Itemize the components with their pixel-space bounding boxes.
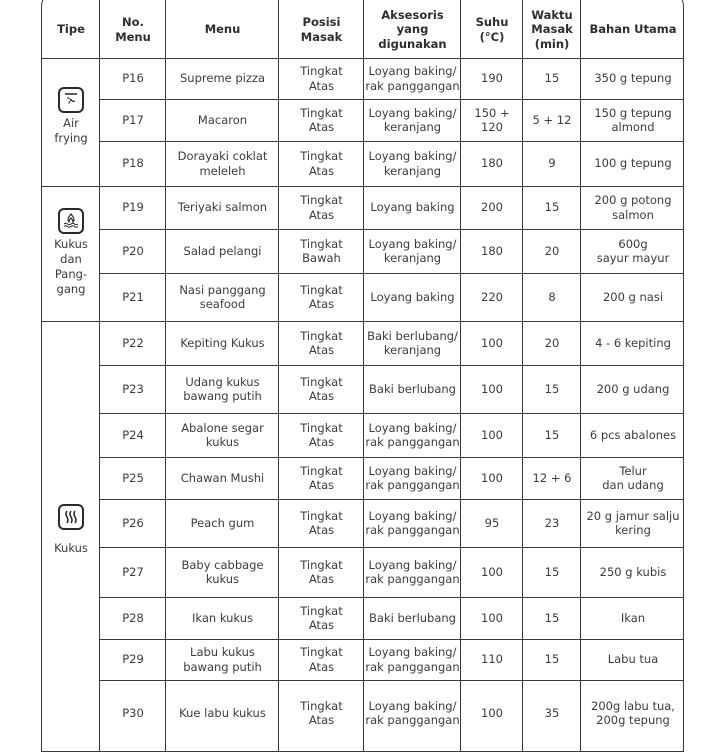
cell-temp: 100 <box>481 564 503 579</box>
steam-icon <box>58 504 84 530</box>
cell-temp: 100 <box>481 610 503 625</box>
cell-menu: Dorayaki coklat meleleh <box>177 149 268 178</box>
cell-temp: 100 <box>481 470 503 485</box>
type-group-1 <box>42 87 100 146</box>
cell-temp: 180 <box>481 243 503 258</box>
cell-time: 23 <box>544 515 560 530</box>
cell-time: 15 <box>544 200 560 215</box>
cell-no: P28 <box>122 610 144 625</box>
cell-time: 35 <box>544 705 560 720</box>
cell-position: Tingkat Bawah <box>300 236 343 265</box>
cell-menu: Kue labu kukus <box>179 705 266 720</box>
header-no: No. Menu <box>115 15 151 44</box>
cell-no: P22 <box>122 335 144 350</box>
cell-ingredient: 150 g tepung almond <box>594 105 672 134</box>
cell-no: P21 <box>122 289 144 304</box>
cell-ingredient: 4 - 6 kepiting <box>595 335 671 350</box>
header-type: Tipe <box>57 22 85 37</box>
cell-position: Tingkat Atas <box>300 193 343 222</box>
cell-accessory: Loyang baking <box>370 289 455 304</box>
cell-time: 15 <box>544 564 560 579</box>
cell-accessory: Loyang baking/ rak panggangan <box>365 645 460 674</box>
cell-temp: 110 <box>481 652 503 667</box>
cell-ingredient: 250 g kubis <box>599 564 667 579</box>
cell-accessory: Loyang baking/ keranjang <box>368 236 457 265</box>
cell-no: P29 <box>122 652 144 667</box>
cell-position: Tingkat Atas <box>300 282 343 311</box>
cell-accessory: Loyang baking/ rak panggangan <box>365 64 460 93</box>
cell-position: Tingkat Atas <box>300 64 343 93</box>
cell-temp: 200 <box>481 200 503 215</box>
type-group-3 <box>42 504 100 556</box>
cell-position: Tingkat Atas <box>300 105 343 134</box>
cell-position: Tingkat Atas <box>300 508 343 537</box>
cell-ingredient: 200 g nasi <box>602 289 664 304</box>
cell-accessory: Baki berlubang <box>369 381 456 396</box>
cell-menu: Nasi panggang seafood <box>179 282 266 311</box>
cell-accessory: Loyang baking/ keranjang <box>368 105 457 134</box>
cell-accessory: Loyang baking/ rak panggangan <box>365 508 460 537</box>
cell-accessory: Loyang baking <box>370 200 455 215</box>
cell-no: P25 <box>122 470 144 485</box>
cell-temp: 190 <box>481 71 503 86</box>
cell-time: 15 <box>544 381 560 396</box>
cell-no: P20 <box>122 243 144 258</box>
cell-position: Tingkat Atas <box>300 645 343 674</box>
cell-time: 20 <box>544 335 560 350</box>
cell-temp: 100 <box>481 335 503 350</box>
cell-ingredient: 600g sayur mayur <box>596 236 670 265</box>
cell-position: Tingkat Atas <box>300 603 343 632</box>
cell-ingredient: 6 pcs abalones <box>589 427 677 442</box>
header-time: Waktu Masak (min) <box>531 7 573 51</box>
cell-accessory: Loyang baking/ rak panggangan <box>365 420 460 449</box>
cell-menu: Labu kukus bawang putih <box>183 645 262 674</box>
cell-ingredient: 200 g udang <box>596 381 670 396</box>
cell-position: Tingkat Atas <box>300 374 343 403</box>
cell-no: P23 <box>122 381 144 396</box>
cell-menu: Macaron <box>197 112 248 127</box>
cell-ingredient: 20 g jamur salju kering <box>586 508 680 537</box>
cell-no: P30 <box>122 705 144 720</box>
cell-ingredient: Telur dan udang <box>602 463 664 492</box>
type-label: Kukus <box>54 541 88 555</box>
cell-temp: 100 <box>481 427 503 442</box>
steam-grill-icon <box>58 208 84 234</box>
type-label: Kukus dan Pang- gang <box>54 237 88 296</box>
cell-no: P18 <box>122 156 144 171</box>
cell-temp: 150 + 120 <box>474 105 510 134</box>
cell-position: Tingkat Atas <box>300 149 343 178</box>
cell-no: P24 <box>122 427 144 442</box>
cell-menu: Salad pelangi <box>183 243 262 258</box>
cell-menu: Supreme pizza <box>180 71 265 86</box>
cell-no: P19 <box>122 200 144 215</box>
header-position: Posisi Masak <box>300 15 343 44</box>
cell-no: P16 <box>122 71 144 86</box>
cell-time: 15 <box>544 71 560 86</box>
cell-position: Tingkat Atas <box>300 698 343 727</box>
cell-ingredient: 200g labu tua, 200g tepung <box>591 698 675 727</box>
cell-menu: Baby cabbage kukus <box>181 557 264 586</box>
cell-menu: Kepiting Kukus <box>180 335 265 350</box>
cell-ingredient: Labu tua <box>607 652 659 667</box>
type-group-2 <box>42 208 100 297</box>
header-ingredient: Bahan Utama <box>589 22 677 37</box>
cell-accessory: Baki berlubang <box>369 610 456 625</box>
cell-menu: Abalone segar kukus <box>181 420 264 449</box>
cell-ingredient: 100 g tepung <box>594 156 672 171</box>
cell-temp: 100 <box>481 705 503 720</box>
header-menu: Menu <box>204 22 241 37</box>
cell-no: P27 <box>122 564 144 579</box>
cell-accessory: Loyang baking/ rak panggangan <box>365 557 460 586</box>
cell-position: Tingkat Atas <box>300 328 343 357</box>
cell-time: 5 + 12 <box>532 112 572 127</box>
cell-time: 12 + 6 <box>532 470 572 485</box>
cell-ingredient: 200 g potong salmon <box>594 193 672 222</box>
cell-menu: Chawan Mushi <box>180 470 265 485</box>
cell-time: 20 <box>544 243 560 258</box>
air-fry-fan-icon <box>58 87 84 113</box>
header-accessory: Aksesoris yang digunakan <box>378 7 447 51</box>
cell-accessory: Baki berlubang/ keranjang <box>367 328 458 357</box>
cell-temp: 180 <box>481 156 503 171</box>
recipe-table <box>41 0 684 752</box>
cell-time: 15 <box>544 652 560 667</box>
cell-menu: Udang kukus bawang putih <box>183 374 262 403</box>
cell-position: Tingkat Atas <box>300 420 343 449</box>
cell-menu: Teriyaki salmon <box>177 200 268 215</box>
cell-time: 8 <box>548 289 556 304</box>
cell-no: P26 <box>122 515 144 530</box>
cell-position: Tingkat Atas <box>300 557 343 586</box>
cell-temp: 95 <box>484 515 500 530</box>
cell-accessory: Loyang baking/ keranjang <box>368 149 457 178</box>
cell-temp: 100 <box>481 381 503 396</box>
cell-menu: Peach gum <box>190 515 255 530</box>
cell-menu: Ikan kukus <box>191 610 254 625</box>
cell-time: 9 <box>548 156 556 171</box>
cell-time: 15 <box>544 610 560 625</box>
cell-position: Tingkat Atas <box>300 463 343 492</box>
cell-no: P17 <box>122 112 144 127</box>
cell-accessory: Loyang baking/ rak panggangan <box>365 698 460 727</box>
cell-ingredient: 350 g tepung <box>594 71 672 86</box>
type-label: Air frying <box>54 116 88 145</box>
cell-time: 15 <box>544 427 560 442</box>
cell-ingredient: Ikan <box>620 610 646 625</box>
header-temp: Suhu (°C) <box>475 15 509 44</box>
cell-accessory: Loyang baking/ rak panggangan <box>365 463 460 492</box>
cell-temp: 220 <box>481 289 503 304</box>
